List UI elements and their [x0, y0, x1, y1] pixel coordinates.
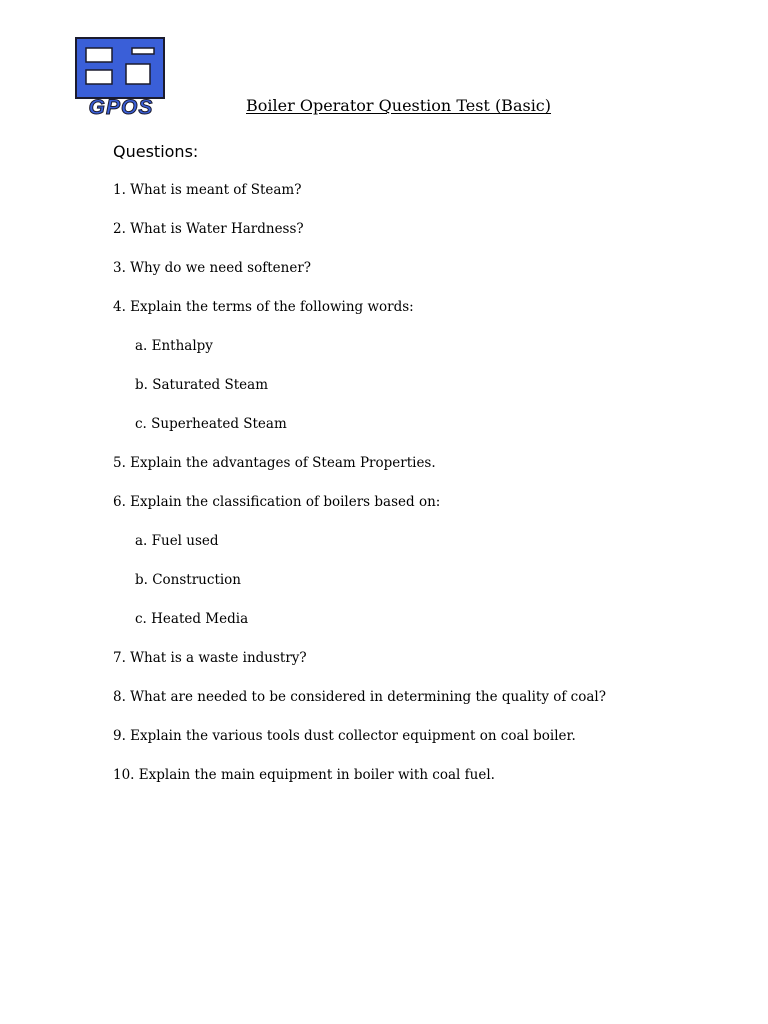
question-subitem: c. Heated Media: [135, 611, 249, 627]
questions-heading: Questions:: [113, 142, 199, 161]
question-item: 2. What is Water Hardness?: [113, 221, 304, 237]
document-title: Boiler Operator Question Test (Basic): [246, 96, 552, 115]
question-item: 5. Explain the advantages of Steam Properties.: [113, 455, 436, 471]
question-subitem: c. Superheated Steam: [135, 416, 287, 432]
question-item: 4. Explain the terms of the following words:: [113, 299, 414, 315]
question-subitem: a. Enthalpy: [135, 338, 213, 354]
question-item: 7. What is a waste industry?: [113, 650, 307, 666]
question-subitem: a. Fuel used: [135, 533, 219, 549]
question-subitem: b. Saturated Steam: [135, 377, 269, 393]
logo-wordmark: GPOS: [88, 96, 154, 118]
question-item: 1. What is meant of Steam?: [113, 182, 302, 198]
company-logo: [74, 36, 170, 118]
question-item: 9. Explain the various tools dust collector equipment on coal boiler.: [113, 728, 576, 744]
question-item: 8. What are needed to be considered in determining the quality of coal?: [113, 689, 606, 705]
question-subitem: b. Construction: [135, 572, 242, 588]
question-item: 6. Explain the classification of boilers based on:: [113, 494, 441, 510]
question-item: 3. Why do we need softener?: [113, 260, 312, 276]
question-item: 10. Explain the main equipment in boiler with coal fuel.: [113, 767, 495, 783]
